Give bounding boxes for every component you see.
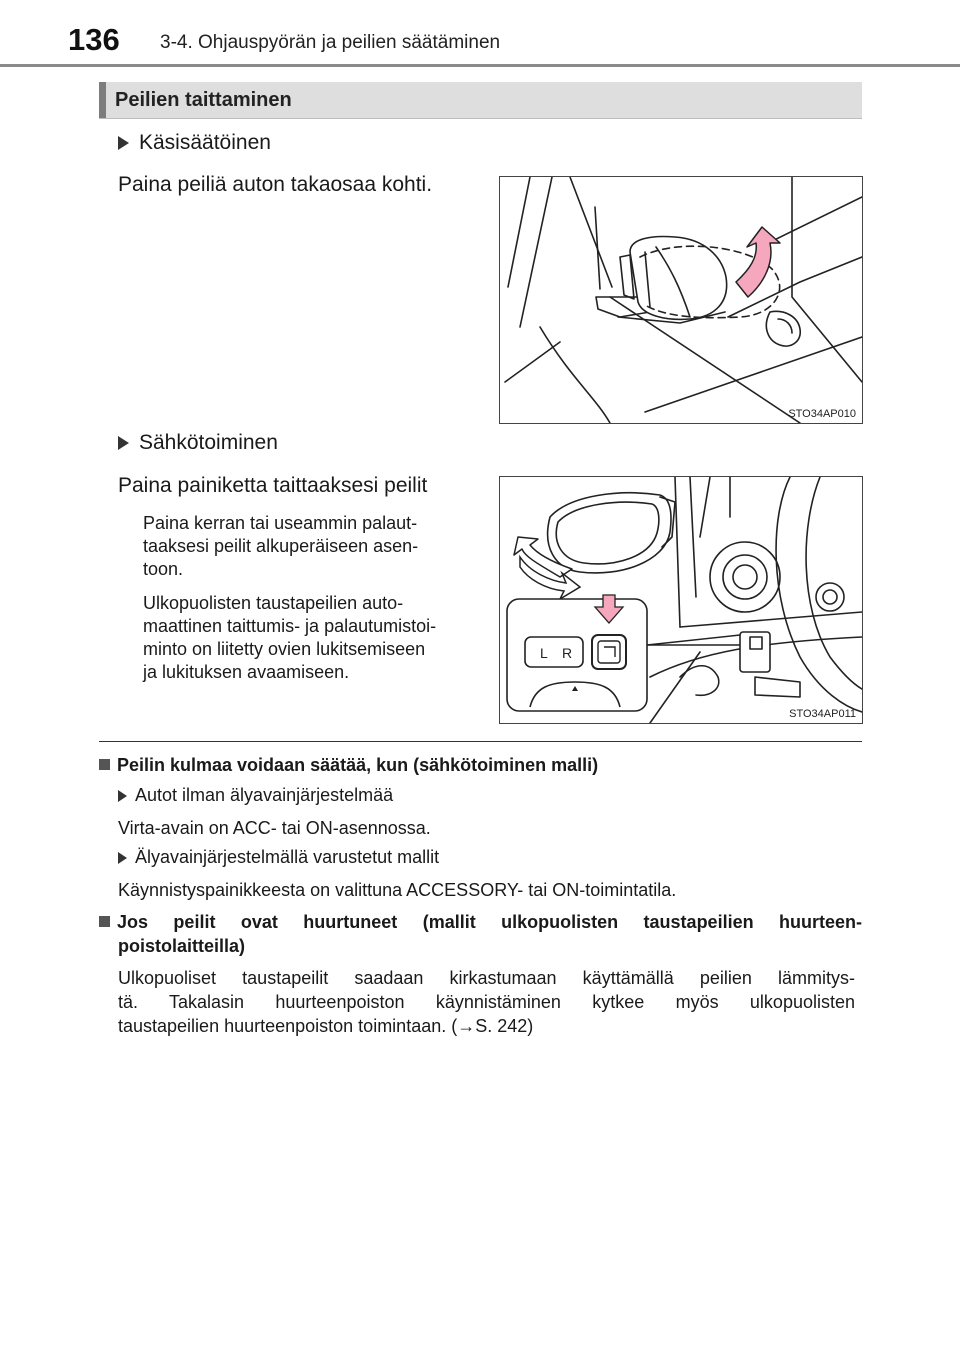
paragraph-line: Ulkopuolisten taustapeilien auto- [143,593,404,613]
section-divider [99,741,862,742]
section-accent [99,82,106,118]
figure-code: STO34AP011 [789,708,856,720]
triangle-bullet-icon [118,852,127,864]
figure-code: STO34AP010 [788,408,856,420]
note1-sub1 [118,785,393,806]
electric-label: Sähkötoiminen [139,431,278,454]
electric-paragraph-1 [143,512,476,581]
mirror-fold-illustration [500,177,862,423]
note2-text [118,966,855,1038]
manual-instruction: Paina peiliä auton takaosaa kohti. [118,173,433,196]
paragraph-line: toon. [143,559,184,579]
figure-manual-mirror [499,176,863,424]
manual-label: Käsisäätöinen [139,131,271,154]
figure-electric-mirror [499,476,863,724]
header-rule [0,64,960,67]
note2-heading-line: poistolaitteilla) [118,936,246,956]
note2-text-line: Ulkopuoliset taustapeilit saadaan kirkastumaan käyttämällä peilien lämmitys- [118,968,855,988]
triangle-bullet-icon [118,790,127,802]
note1-sub2-text: Älyavainjärjestelmällä varustetut mallit [135,847,440,867]
mirror-switch-illustration [500,477,862,723]
electric-paragraph-2 [143,592,476,684]
note1-text2: Käynnistyspainikkeesta on valittuna ACCESSORY- tai ON-toimintatila. [118,880,677,900]
paragraph-line: taaksesi peilit alkuperäiseen asen- [143,536,419,556]
manual-label-row [118,131,271,155]
note1-text1: Virta-avain on ACC- tai ON-asennossa. [118,818,431,838]
paragraph-line: ja lukituksen avaamiseen. [143,662,350,682]
page-number: 136 [68,22,120,57]
switch-right-label: R [562,645,573,661]
note1-heading [99,753,598,777]
note1-sub1-text: Autot ilman älyavainjärjestelmää [135,785,394,805]
switch-left-label: L [540,645,548,661]
note2-heading-line: Jos peilit ovat huurtuneet (mallit ulkopuolisten taustapeilien huurteen- [117,912,862,932]
square-bullet-icon [99,759,110,770]
paragraph-line: Paina kerran tai useammin palaut- [143,513,418,533]
triangle-bullet-icon [118,136,129,150]
triangle-bullet-icon [118,436,129,450]
note2-text-line: taustapeilien huurteenpoiston toimintaan. (→S. 242) [118,1016,534,1036]
fold-arrow-icon [736,227,780,297]
note1-sub2 [118,847,439,868]
chapter-title: 3-4. Ohjauspyörän ja peilien säätäminen [160,32,501,53]
paragraph-line: maattinen taittumis- ja palautumistoi- [143,616,437,636]
electric-instruction: Paina painiketta taittaaksesi peilit [118,474,428,497]
note2-heading [99,910,862,958]
section-title-bar [99,82,862,119]
note2-text-line: tä. Takalasin huurteenpoiston käynnistäminen kytkee myös ulkopuolisten [118,992,855,1012]
electric-label-row [118,431,278,455]
note1-heading-text: Peilin kulmaa voidaan säätää, kun (sähkötoiminen malli) [117,755,599,775]
section-title: Peilien taittaminen [115,89,292,111]
fold-switch-icon [598,641,620,663]
paragraph-line: minto on liitetty ovien lukitsemiseen [143,639,426,659]
square-bullet-icon [99,916,110,927]
